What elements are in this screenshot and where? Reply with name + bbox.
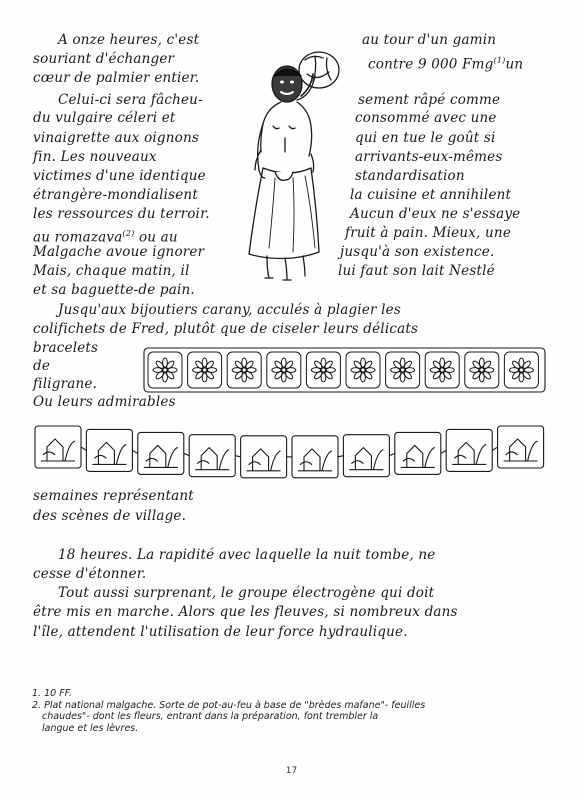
village-scene-drawing [195, 448, 229, 470]
bracelet-hinge [492, 447, 497, 450]
text-line: Jusqu'aux bijoutiers carany, acculés à plagier les [58, 302, 401, 318]
text-fragment: un [505, 56, 524, 73]
scene-panel [446, 429, 492, 471]
footnote: 2. Plat national malgache. Sorte de pot-au-feu à base de "brèdes mafane"- feuilles [32, 699, 426, 711]
text-line: 18 heures. La rapidité avec laquelle la nuit tombe, ne [58, 547, 436, 563]
text-line: et sa baguette-de pain. [33, 282, 195, 298]
bracelet-hinge [338, 456, 343, 457]
text-line: l'île, attendent l'utilisation de leur force hydraulique. [33, 624, 408, 640]
text-line: colifichets de Fred, plutôt que de ciseler leurs délicats [33, 321, 419, 337]
text-line: souriant d'échanger [33, 51, 175, 67]
village-scene-drawing [144, 445, 178, 467]
text-line: Celui-ci sera fâcheu- [58, 92, 203, 108]
text-line: A onze heures, c'est [58, 32, 200, 48]
bracelet-hinge [235, 456, 240, 457]
bracelet-hinge [132, 450, 137, 453]
bracelet-hinge [389, 453, 394, 455]
bracelet-hinge [81, 447, 86, 450]
scene-panel [86, 429, 132, 471]
text-fragment: contre 9 000 Fmg [368, 56, 494, 73]
text-line: les ressources du terroir. [33, 206, 210, 222]
footnote: 1. 10 FF. [32, 688, 72, 699]
text-line: la cuisine et annihilent [350, 187, 512, 203]
text-line: cesse d'étonner. [33, 566, 147, 582]
text-line: Malgache avoue ignorer [33, 244, 205, 260]
filigree-bracelet-illustration [142, 346, 547, 394]
scene-panel [241, 436, 287, 478]
footnote: langue et les lèvres. [42, 722, 139, 734]
text-line: Mais, chaque matin, il [33, 263, 190, 279]
village-scene-drawing [41, 439, 75, 461]
text-line: qui en tue le goût si [355, 130, 496, 146]
romazava-word: au romazava [33, 229, 123, 246]
text-line: filigrane. [33, 376, 98, 392]
text-line: arrivants-eux-mêmes [355, 149, 503, 165]
text-line: être mis en marche. Alors que les fleuves, si nombreux dans [33, 604, 458, 620]
village-scenes-bracelet-illustration [33, 423, 551, 483]
text-line: jusqu'à son existence. [340, 244, 495, 260]
village-scene-drawing [452, 442, 486, 464]
text-line: étrangère-mondialisent [33, 187, 198, 203]
text-line: sement râpé comme [358, 92, 501, 108]
scene-panel [498, 426, 544, 468]
scene-panel [138, 432, 184, 474]
text-line: Tout aussi surprenant, le groupe électrogène qui doit [58, 585, 435, 601]
text-line: Ou leurs admirables [33, 394, 176, 410]
page-number: 17 [285, 766, 298, 776]
text-line: cœur de palmier entier. [33, 70, 200, 86]
village-scene-drawing [401, 445, 435, 467]
village-scene-drawing [504, 439, 538, 461]
text-line: consommé avec une [355, 110, 497, 126]
footnote: chaudes"- dont les fleurs, entrant dans la préparation, font trembler la [42, 711, 379, 722]
scene-panel [343, 435, 389, 477]
village-scene-drawing [349, 448, 383, 470]
text-line [368, 52, 523, 74]
village-scene-drawing [92, 442, 126, 464]
footnote-mark: (2) [122, 229, 135, 238]
footnotes [32, 688, 552, 734]
text-line: au tour d'un gamin [362, 32, 497, 48]
boy-carrying-palm-heart-illustration [245, 46, 365, 286]
bracelet-hinge [184, 453, 189, 455]
scene-panel [292, 436, 338, 478]
bracelet-hinge [441, 450, 446, 453]
footnote-mark: (1) [493, 56, 506, 65]
text-line: de [33, 358, 51, 374]
scene-panel [35, 426, 81, 468]
text-line: semaines représentant [33, 488, 194, 504]
text-line: victimes d'une identique [33, 168, 206, 184]
scene-panel [189, 435, 235, 477]
text-line: Aucun d'eux ne s'essaye [350, 206, 521, 222]
text-fragment: ou au [138, 229, 178, 246]
village-scene-drawing [298, 449, 332, 471]
text-line: lui faut son lait Nestlé [338, 263, 495, 279]
text-line: vinaigrette aux oignons [33, 130, 200, 146]
text-line: fruit à pain. Mieux, une [345, 225, 512, 241]
text-line: des scènes de village. [33, 508, 187, 524]
text-line: standardisation [355, 168, 465, 184]
scene-panel [395, 432, 441, 474]
village-scene-drawing [247, 449, 281, 471]
text-line: bracelets [33, 340, 99, 356]
text-line: du vulgaire céleri et [33, 110, 176, 126]
text-line: fin. Les nouveaux [33, 149, 157, 165]
